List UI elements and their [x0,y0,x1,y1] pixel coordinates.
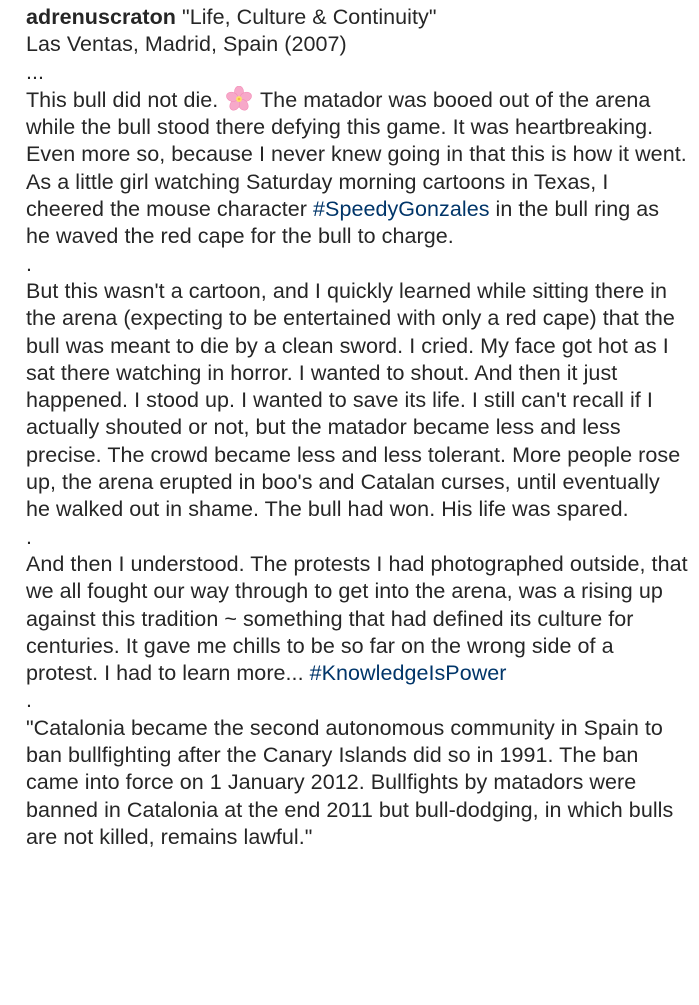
cherry-blossom-icon [226,86,252,112]
caption-header [26,4,688,31]
paragraph-2: But this wasn't a cartoon, and I quickly learned while sitting there in the arena (expecting to be entertained with only a red cape) that the bull was meant to die by a clean sword. I cried. My face got hot as I sat there watching in horror. I wanted to shout. And then it just happened. I stood up. I wanted to save its life. I still can't recall if I actually shouted or not, but the matador became less and less precise. The crowd became less and less tolerant. More people rose up, the arena erupted in boo's and Catalan curses, until eventually he walked out in shame. The bull had won. His life was spared. [26,278,681,522]
separator-dot: . [26,251,33,276]
location-line: Las Ventas, Madrid, Spain (2007) [26,32,347,57]
paragraph-1-middle: The matador was booed out of the arena while the bull stood there defying this game. It was heartbreaking. Even more so, because I never knew going in that this is how it went. As a little girl watching Saturday morning cartoons in Texas, I cheered the mouse character [26,87,687,222]
caption-title: "Life, Culture & Continuity" [182,5,437,29]
hashtag-knowledge-is-power[interactable]: #KnowledgeIsPower [309,661,507,686]
paragraph-4-quote: "Catalonia became the second autonomous community in Spain to ban bullfighting after the Canary Islands did so in 1991. The ban came into force on 1 January 2012. Bullfights by matadors were banned in Catalonia at the end 2011 but bull-dodging, in which bulls are not killed, remains lawful." [26,715,674,849]
separator-dot: . [26,524,33,549]
post-caption [26,4,688,851]
paragraph-3 [26,551,688,687]
paragraph-1-end: in the bull ring as he waved the red cape for the bull to charge. [26,197,660,249]
username-link[interactable]: adrenuscraton [26,5,176,29]
paragraph-1-start: This bull did not die. [26,87,219,112]
ellipsis: ... [26,59,45,84]
hashtag-speedy-gonzales[interactable]: #SpeedyGonzales [313,197,490,222]
separator-dot: . [26,688,33,713]
paragraph-1 [26,86,688,251]
paragraph-3-text: And then I understood. The protests I had photographed outside, that we all fought our way through to get into the arena, was a rising up against this tradition ~ something that had defined its culture for centuries. It gave me chills to be so far on the wrong side of a protest. I had to learn more... [26,551,688,686]
